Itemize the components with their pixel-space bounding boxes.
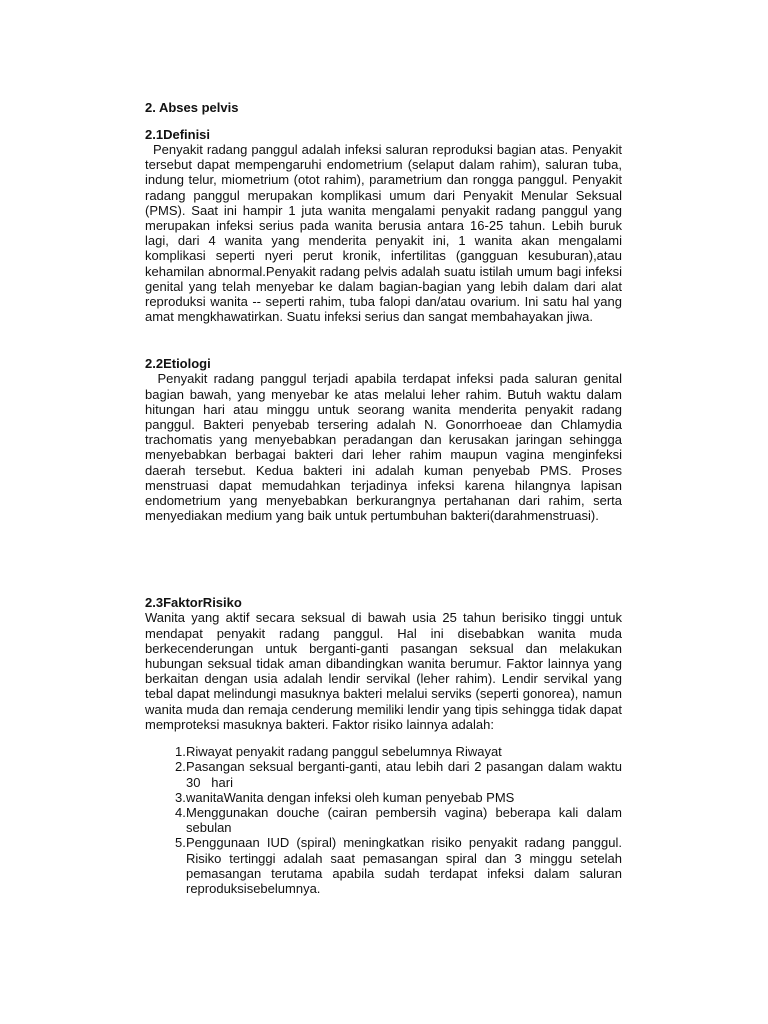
section-title-etiologi: 2.2Etiologi xyxy=(145,356,211,372)
section-body-faktor-risiko: Wanita yang aktif secara seksual di bawah usia 25 tahun berisiko tinggi untuk mendapat penyakit radang panggul. Hal ini disebabkan wanita muda berkecenderungan untuk berganti-ganti pasangan seksual dan melakukan hubungan seksual tidak aman dibandingkan wanita berumur. Faktor lainnya yang berkaitan dengan usia adalah lendir servikal (leher rahim). Lendir servikal yang tebal dapat melindungi masuknya bakteri melalui serviks (seperti gonorea), namun wanita muda dan remaja cenderung memiliki lendir yang tipis sehingga tidak dapat memproteksi masuknya bakteri. Faktor risiko lainnya adalah: xyxy=(145,610,622,732)
section-body-definisi: Penyakit radang panggul adalah infeksi saluran reproduksi bagian atas. Penyakit tersebut dapat mempengaruhi endometrium (selaput dalam rahim), saluran tuba, indung telur, miometrium (otot rahim), parametrium dan rongga panggul. Penyakit radang panggul merupakan komplikasi umum dari Penyakit Menular Seksual (PMS). Saat ini hampir 1 juta wanita mengalami penyakit radang panggul yang merupakan infeksi serius pada wanita berusia antara 16-25 tahun. Lebih buruk lagi, dari 4 wanita yang menderita penyakit ini, 1 wanita akan mengalami komplikasi seperti nyeri perut kronik, infertilitas (gangguan kesuburan),atau kehamilan abnormal.Penyakit radang pelvis adalah suatu istilah umum bagi infeksi genital yang telah menyebar ke dalam bagian-bagian yang lebih dalam dari alat reproduksi wanita -- seperti rahim, tuba falopi dan/atau ovarium. Ini satu hal yang amat mengkhawatirkan. Suatu infeksi serius dan sangat membahayakan jiwa. xyxy=(145,142,622,325)
list-item xyxy=(175,790,622,805)
section-title-faktor-risiko: 2.3FaktorRisiko xyxy=(145,595,242,611)
section-faktor-risiko xyxy=(145,595,622,896)
list-item-text: Riwayat penyakit radang panggul sebelumnya Riwayat xyxy=(186,744,502,760)
list-item-number: 3. xyxy=(175,789,186,805)
section-definisi xyxy=(145,127,622,324)
list-item-number: 1. xyxy=(175,744,186,760)
list-item xyxy=(175,805,622,835)
section-body-etiologi: Penyakit radang panggul terjadi apabila terdapat infeksi pada saluran genital bagian bawah, yang menyebar ke atas melalui leher rahim. Butuh waktu dalam hitungan hari atau minggu untuk seorang wanita menderita penyakit radang panggul. Bakteri penyebab tersering adalah N. Gonorrhoeae dan Chlamydia trachomatis yang menyebabkan peradangan dan kerusakan jaringan sehingga menyebabkan berbagai bakteri dari leher rahim maupun vagina menginfeksi daerah tersebut. Kedua bakteri ini adalah kuman penyebab PMS. Proses menstruasi dapat memudahkan terjadinya infeksi karena hilangnya lapisan endometrium yang menyebabkan berkurangnya pertahanan dari rahim, serta menyediakan medium yang baik untuk pertumbuhan bakteri(darahmenstruasi). xyxy=(145,371,622,524)
list-item xyxy=(175,835,622,896)
list-item-number: 5. xyxy=(175,835,186,851)
section-etiologi xyxy=(145,356,622,523)
list-item xyxy=(175,744,622,759)
list-item-text: wanitaWanita dengan infeksi oleh kuman penyebab PMS xyxy=(186,789,515,805)
list-item-text: Menggunakan douche (cairan pembersih vagina) beberapa kali dalam sebulan xyxy=(186,804,622,836)
list-item xyxy=(175,759,622,789)
list-item-text: Pasangan seksual berganti-ganti, atau lebih dari 2 pasangan dalam waktu 30 hari xyxy=(186,759,622,790)
list-item-text: Penggunaan IUD (spiral) meningkatkan risiko penyakit radang panggul. Risiko tertinggi adalah saat pemasangan spiral dan 3 minggu setelah pemasangan terutama apabila sudah terdapat infeksi dalam saluran reproduksisebelumnya. xyxy=(186,835,622,896)
list-item-number: 4. xyxy=(175,804,186,820)
risk-factor-list xyxy=(145,744,622,896)
document-heading: 2. Abses pelvis xyxy=(145,100,239,115)
section-title-definisi: 2.1Definisi xyxy=(145,127,211,142)
document-page xyxy=(145,100,622,896)
list-item-number: 2. xyxy=(175,759,186,775)
